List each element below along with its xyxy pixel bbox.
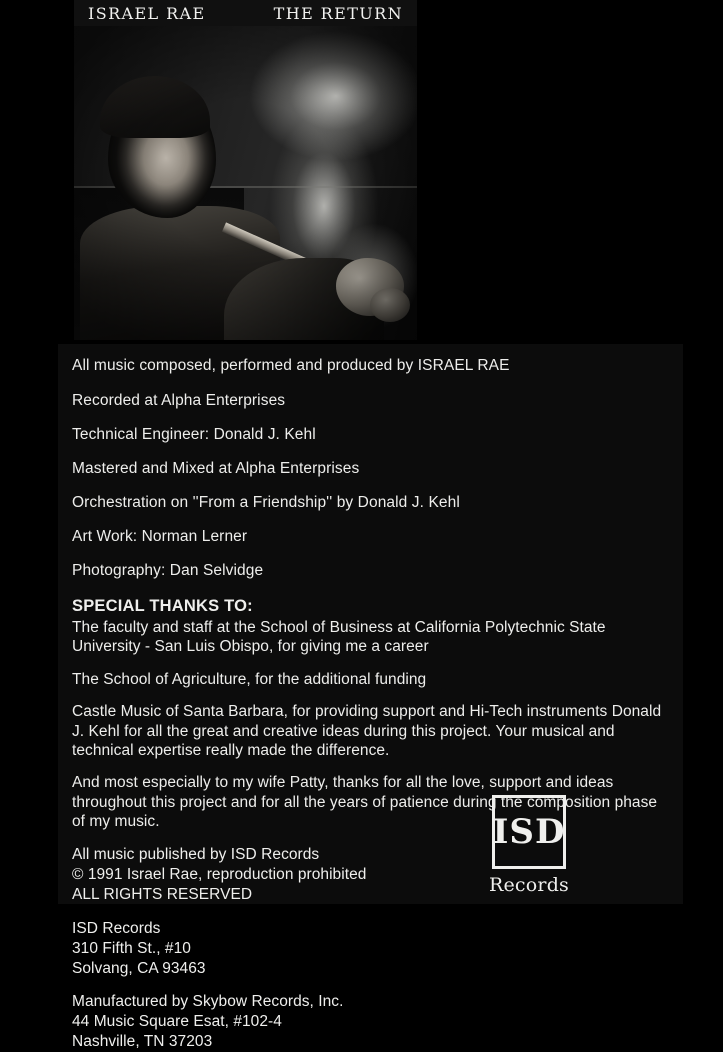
manufacturer-street: 44 Music Square Esat, #102-4 (72, 1013, 282, 1031)
copyright-line: © 1991 Israel Rae, reproduction prohibited (72, 866, 367, 884)
liner-notes (58, 344, 683, 1051)
credit-line: Recorded at Alpha Enterprises (72, 392, 286, 410)
thanks-paragraph: Castle Music of Santa Barbara, for providing support and Hi-Tech instruments Donald J. Kehl for all the great and creative ideas during this project. Your musical and technical expertise really made the difference. (72, 703, 662, 759)
album-cover (74, 0, 417, 340)
credits-list (72, 354, 669, 583)
label-street: 310 Fifth St., #10 (72, 939, 191, 957)
credit-line: Technical Engineer: Donald J. Kehl (72, 426, 316, 444)
logo-box-icon (492, 795, 566, 869)
photo-vignette (74, 26, 417, 340)
credit-line: Mastered and Mixed at Alpha Enterprises (72, 460, 360, 478)
credit-line: Art Work: Norman Lerner (72, 528, 248, 546)
manufacturer-name: Manufactured by Skybow Records, Inc. (72, 993, 344, 1011)
album-title: THE RETURN (273, 3, 403, 23)
cover-photo (74, 26, 417, 340)
artist-name: ISRAEL RAE (88, 3, 206, 23)
thanks-paragraph: And most especially to my wife Patty, thanks for all the love, support and ideas throughout this project and for all the years of patience during the composition phase of my music. (72, 774, 658, 831)
credit-line: Orchestration on ''From a Friendship'' by Donald J. Kehl (72, 494, 460, 512)
rights-line: ALL RIGHTS RESERVED (72, 886, 253, 904)
isd-records-logo (481, 795, 577, 896)
special-thanks-heading: SPECIAL THANKS TO: (72, 597, 253, 616)
special-thanks-section (72, 597, 669, 831)
credit-line: Photography: Dan Selvidge (72, 562, 264, 580)
manufacturer-city-state-zip: Nashville, TN 37203 (72, 1033, 213, 1051)
manufacturer-block (72, 992, 669, 1051)
publishing-line: All music published by ISD Records (72, 846, 320, 864)
credit-line: All music composed, performed and produced by ISRAEL RAE (72, 357, 510, 374)
thanks-paragraph: The faculty and staff at the School of Business at California Polytechnic State University - San Luis Obispo, for giving me a career (72, 619, 606, 656)
label-name: ISD Records (72, 919, 161, 937)
logo-word: Records (488, 874, 570, 896)
logo-letters: ISD (492, 812, 566, 852)
publishing-block (72, 845, 669, 904)
thanks-paragraph: The School of Agriculture, for the additional funding (72, 670, 427, 688)
cover-title-bar (74, 0, 417, 26)
label-city-state-zip: Solvang, CA 93463 (72, 959, 206, 977)
label-address-block (72, 919, 669, 978)
